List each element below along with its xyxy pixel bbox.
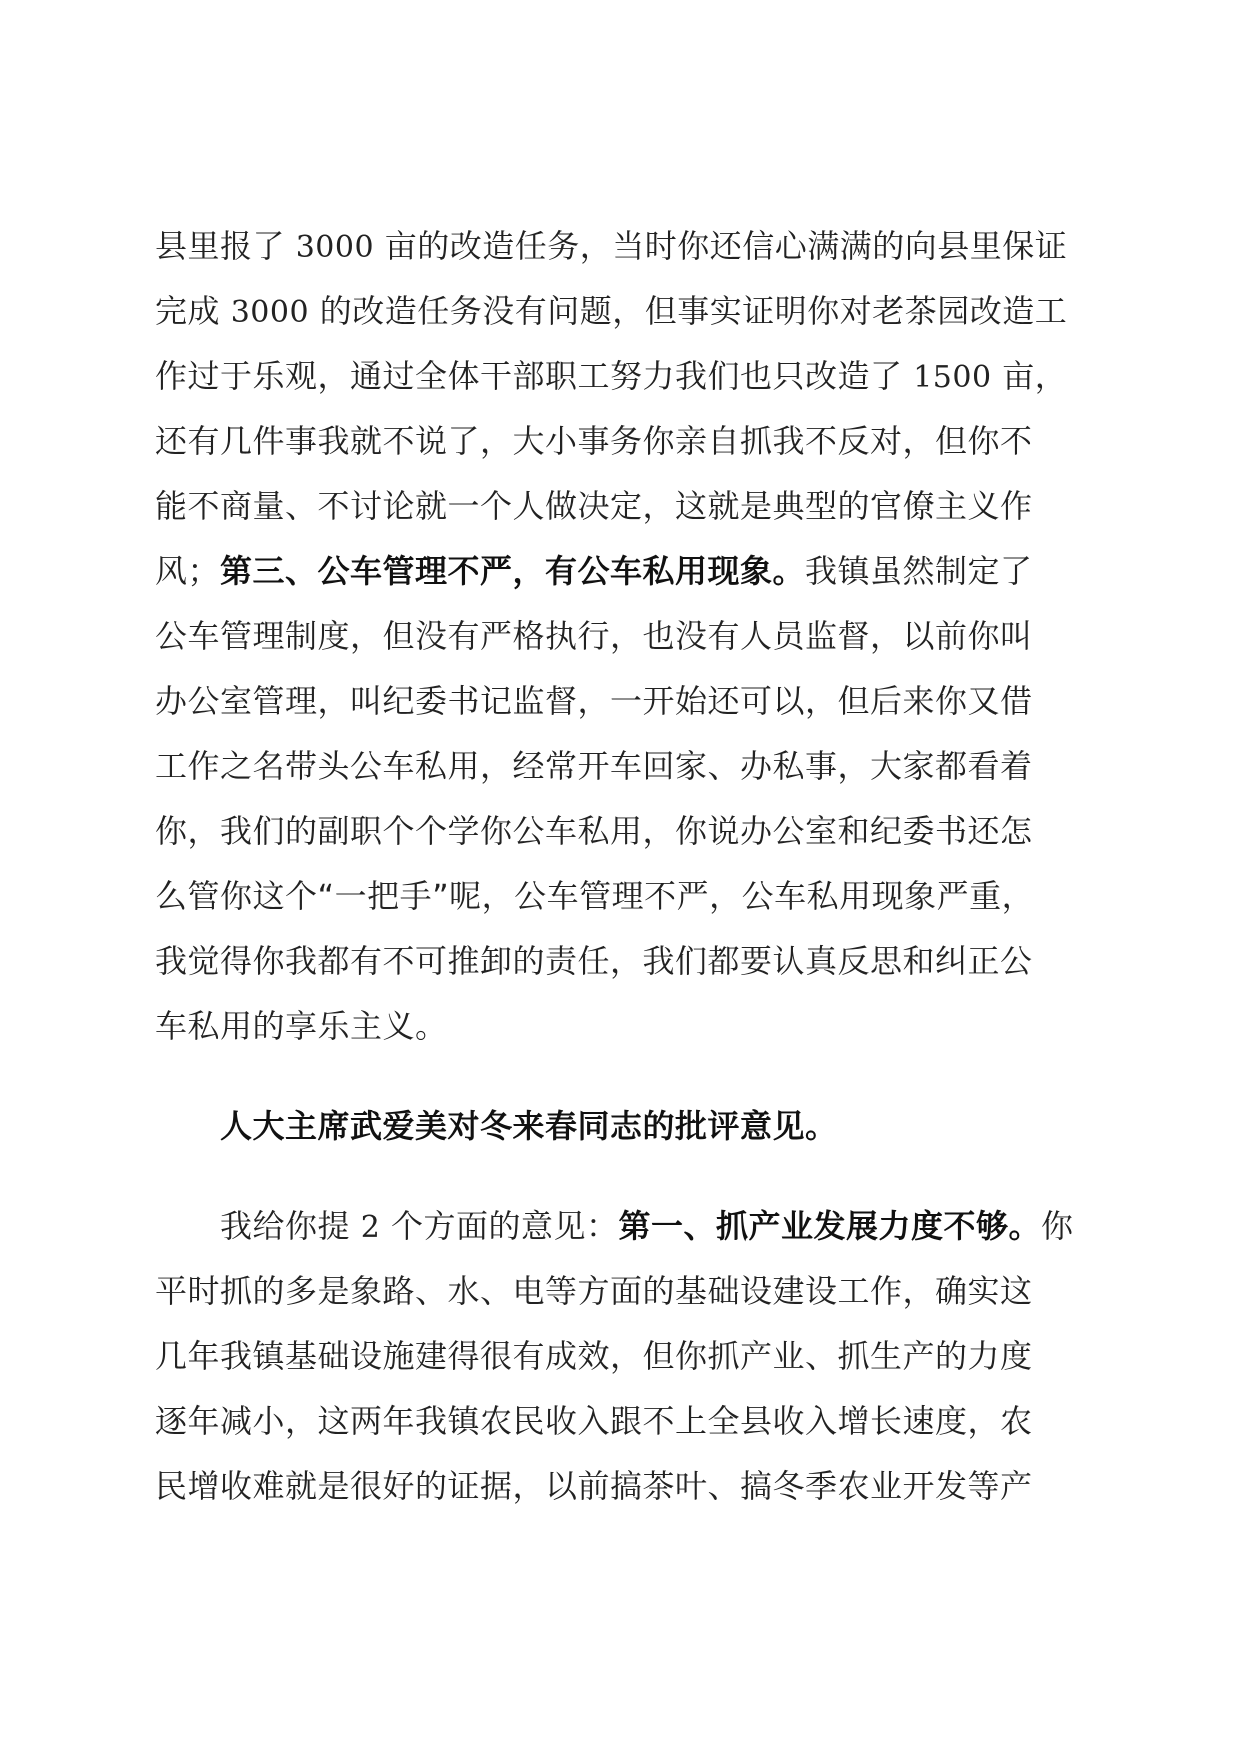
text-line: 还有几件事我就不说了，大小事务你亲自抓我不反对，但你不 [155, 422, 1033, 460]
text-line: 我觉得你我都有不可推卸的责任，我们都要认真反思和纠正公 [155, 942, 1033, 980]
text-run: 我给你提 [220, 1207, 351, 1245]
text-line: 办公室管理，叫纪委书记监督，一开始还可以，但后来你又借 [155, 682, 1033, 720]
text-run: 亩， [1002, 357, 1068, 395]
section-heading: 人大主席武爱美对冬来春同志的批评意见。 [220, 1107, 838, 1145]
text-run: 县里报了 [155, 227, 286, 265]
number: 3000 [295, 230, 375, 265]
text-run: 个方面的意见： [390, 1207, 619, 1245]
number: 3000 [230, 295, 310, 330]
text-line: 民增收难就是很好的证据，以前搞茶叶、搞冬季农业开发等产 [155, 1467, 1033, 1505]
text-line: 能不商量、不讨论就一个人做决定，这就是典型的官僚主义作 [155, 487, 1033, 525]
number: 1500 [913, 360, 992, 395]
text-run: 作过于乐观，通过全体干部职工努力我们也只改造了 [155, 357, 903, 395]
text-line: 你，我们的副职个个学你公车私用，你说办公室和纪委书还怎 [155, 812, 1033, 850]
paragraph [155, 214, 1095, 1059]
text-line: 公车管理制度，但没有严格执行，也没有人员监督，以前你叫 [155, 617, 1033, 655]
text-line: 平时抓的多是象路、水、电等方面的基础设建设工作，确实这 [155, 1272, 1033, 1310]
text-line [155, 1194, 1095, 1259]
text-run: 我镇虽然制定了 [805, 552, 1033, 590]
text-line: 逐年减小，这两年我镇农民收入跟不上全县收入增长速度，农 [155, 1402, 1033, 1440]
document-body [155, 214, 1095, 1519]
text-line: 车私用的享乐主义。 [155, 1007, 448, 1045]
text-run: 亩的改造任务，当时你还信心满满的向县里保证 [384, 227, 1068, 265]
text-run: 的改造任务没有问题，但事实证明你对老茶园改造工 [319, 292, 1068, 330]
text-run: 你 [1040, 1207, 1074, 1245]
text-run: 风； [155, 552, 221, 590]
paragraph [155, 1194, 1095, 1519]
text-line: 几年我镇基础设施建得很有成效，但你抓产业、抓生产的力度 [155, 1337, 1033, 1375]
bold-heading-run: 第三、公车管理不严，有公车私用现象。 [220, 552, 806, 590]
spacer [155, 1159, 1095, 1194]
text-line [155, 279, 1095, 344]
spacer [155, 1059, 1095, 1094]
text-line [155, 539, 1095, 604]
text-line: 么管你这个“一把手”呢，公车管理不严，公车私用现象严重， [155, 877, 1035, 915]
bold-heading-run: 第一、抓产业发展力度不够。 [618, 1207, 1041, 1245]
number: 2 [360, 1210, 381, 1245]
text-line [155, 214, 1095, 279]
text-run: 完成 [155, 292, 221, 330]
text-line: 工作之名带头公车私用，经常开车回家、办私事，大家都看着 [155, 747, 1033, 785]
text-line [155, 344, 1095, 409]
